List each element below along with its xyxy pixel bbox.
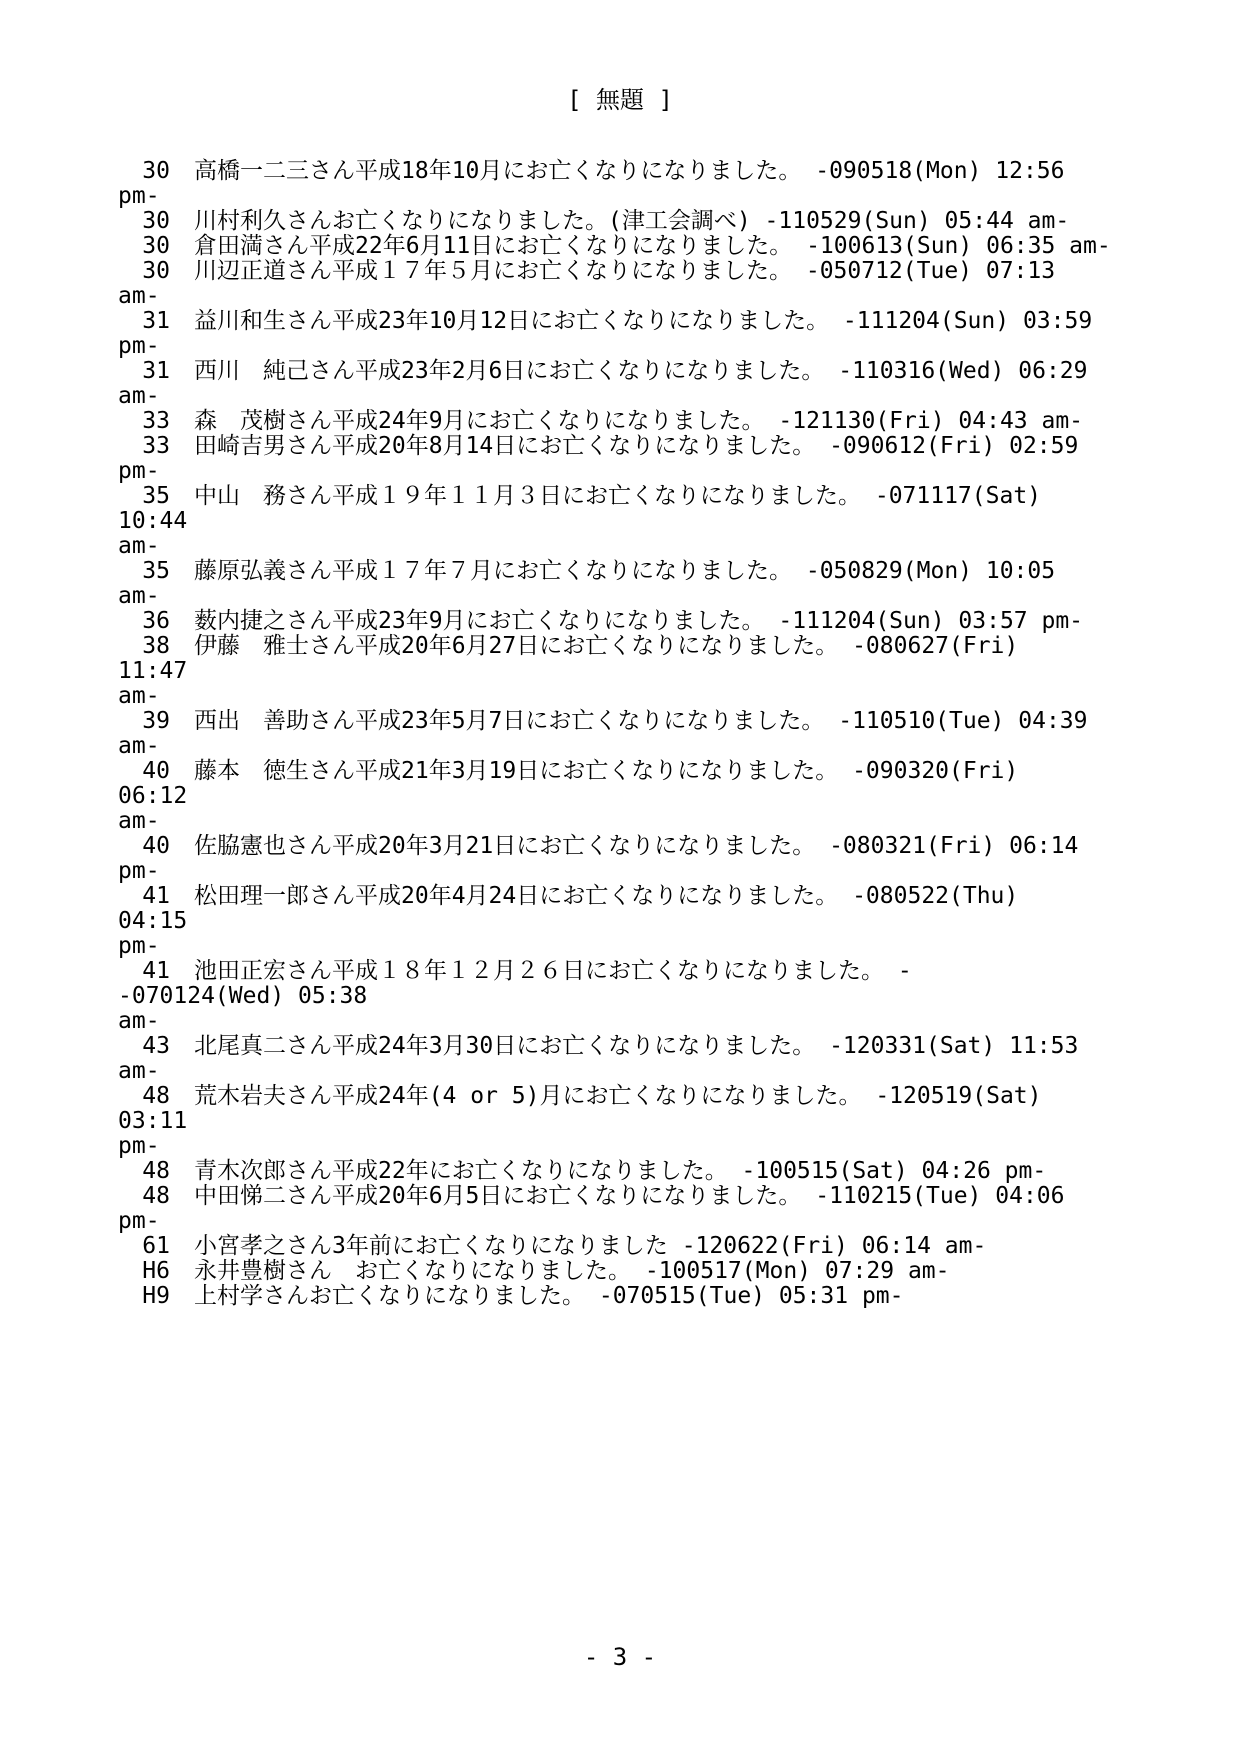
entry-number: 41 (142, 883, 170, 909)
entry-continuation: 06:12 am- (118, 783, 188, 834)
entry-text: 上村学さんお亡くなりになりました。 -070515(Tue) 05:31 pm- (194, 1283, 904, 1309)
entry-number: 35 (142, 558, 170, 584)
entry-continuation: am- (118, 383, 160, 409)
entry-number: 31 (142, 358, 170, 384)
entry-continuation: 04:15 pm- (118, 908, 188, 959)
entry-number: 30 (142, 258, 170, 284)
entry-text: 高橋一二三さん平成18年10月にお亡くなりになりました。 -090518(Mon) 12:56 (194, 158, 1065, 184)
entry-number: 40 (142, 833, 170, 859)
list-item (118, 634, 1118, 709)
entry-continuation: 10:44 am- (118, 508, 188, 559)
entry-continuation: -070124(Wed) 05:38 am- (118, 983, 368, 1034)
entry-text: 伊藤 雅士さん平成20年6月27日にお亡くなりになりました。 -080627(Fri) (194, 633, 1019, 659)
entry-text: 池田正宏さん平成１８年１２月２６日にお亡くなりになりました。 - (194, 958, 912, 984)
entry-number: 33 (142, 408, 170, 434)
list-item (118, 1084, 1118, 1159)
entry-continuation: pm- (118, 1208, 160, 1234)
entry-number: 36 (142, 608, 170, 634)
page-title: [ 無題 ] (567, 86, 673, 114)
list-item (118, 234, 1118, 259)
entry-text: 森 茂樹さん平成24年9月にお亡くなりになりました。 -121130(Fri) 04:43 am- (194, 408, 1084, 434)
entry-text: 荒木岩夫さん平成24年(4 or 5)月にお亡くなりになりました。 -120519(Sat) (194, 1083, 1042, 1109)
entry-text: 北尾真二さん平成24年3月30日にお亡くなりになりました。 -120331(Sat) 11:53 (194, 1033, 1079, 1059)
entry-number: 30 (142, 208, 170, 234)
entry-number: 48 (142, 1158, 170, 1184)
entry-text: 西出 善助さん平成23年5月7日にお亡くなりになりました。 -110510(Tue) 04:39 (194, 708, 1088, 734)
entry-text: 薮内捷之さん平成23年9月にお亡くなりになりました。 -111204(Sun) 03:57 pm- (194, 608, 1084, 634)
entry-text: 川村利久さんお亡くなりになりました。(津工会調べ) -110529(Sun) 05:44 am- (194, 208, 1070, 234)
entry-continuation: pm- (118, 183, 160, 209)
list-item (118, 559, 1118, 609)
list-item (118, 434, 1118, 484)
entry-continuation: 11:47 am- (118, 658, 188, 709)
entry-number: 33 (142, 433, 170, 459)
entry-text: 川辺正道さん平成１７年５月にお亡くなりになりました。 -050712(Tue) 07:13 (194, 258, 1056, 284)
entry-text: 益川和生さん平成23年10月12日にお亡くなりになりました。 -111204(Sun) 03:59 (194, 308, 1093, 334)
list-item (118, 609, 1118, 634)
entry-text: 藤原弘義さん平成１７年７月にお亡くなりになりました。 -050829(Mon) 10:05 (194, 558, 1056, 584)
list-item (118, 259, 1118, 309)
page-number: - 3 - (583, 1643, 657, 1671)
entry-continuation: 03:11 pm- (118, 1108, 188, 1159)
entry-text: 中山 務さん平成１９年１１月３日にお亡くなりになりました。 -071117(Sat) (194, 483, 1042, 509)
entry-continuation: pm- (118, 858, 160, 884)
entry-number: 40 (142, 758, 170, 784)
entry-number: H9 (142, 1283, 170, 1309)
entry-text: 藤本 徳生さん平成21年3月19日にお亡くなりになりました。 -090320(Fri) (194, 758, 1019, 784)
entry-text: 中田悌二さん平成20年6月5日にお亡くなりになりました。 -110215(Tue) 04:06 (194, 1183, 1065, 1209)
list-item (118, 209, 1118, 234)
entry-number: 48 (142, 1183, 170, 1209)
list-item (118, 959, 1118, 1034)
list-item (118, 159, 1118, 209)
entry-number: 38 (142, 633, 170, 659)
entry-text: 倉田満さん平成22年6月11日にお亡くなりになりました。 -100613(Sun) 06:35 am- (194, 233, 1111, 259)
entry-text: 佐脇憲也さん平成20年3月21日にお亡くなりになりました。 -080321(Fri) 06:14 (194, 833, 1079, 859)
list-item (118, 884, 1118, 959)
list-item (118, 1284, 1118, 1309)
list-item (118, 1259, 1118, 1284)
list-item (118, 484, 1118, 559)
list-item (118, 1184, 1118, 1234)
entry-number: 35 (142, 483, 170, 509)
entry-number: 30 (142, 233, 170, 259)
entry-continuation: pm- (118, 333, 160, 359)
entry-number: 30 (142, 158, 170, 184)
list-item (118, 834, 1118, 884)
entry-text: 田崎吉男さん平成20年8月14日にお亡くなりになりました。 -090612(Fri) 02:59 (194, 433, 1079, 459)
list-item (118, 309, 1118, 359)
entry-text: 西川 純己さん平成23年2月6日にお亡くなりになりました。 -110316(Wed) 06:29 (194, 358, 1088, 384)
entry-number: H6 (142, 1258, 170, 1284)
entry-text: 青木次郎さん平成22年にお亡くなりになりました。 -100515(Sat) 04:26 pm- (194, 1158, 1047, 1184)
list-item (118, 409, 1118, 434)
entry-continuation: am- (118, 1058, 160, 1084)
entry-number: 31 (142, 308, 170, 334)
list-item (118, 1159, 1118, 1184)
entry-text: 小宮孝之さん3年前にお亡くなりになりました -120622(Fri) 06:14 am- (194, 1233, 987, 1259)
list-item (118, 1234, 1118, 1259)
list-item (118, 709, 1118, 759)
entry-number: 43 (142, 1033, 170, 1059)
entry-number: 48 (142, 1083, 170, 1109)
entry-continuation: pm- (118, 458, 160, 484)
list-item (118, 1034, 1118, 1084)
entry-continuation: am- (118, 733, 160, 759)
entry-list (118, 159, 1118, 1309)
entry-continuation: am- (118, 283, 160, 309)
entry-number: 41 (142, 958, 170, 984)
list-item (118, 359, 1118, 409)
entry-text: 松田理一郎さん平成20年4月24日にお亡くなりになりました。 -080522(Thu) (194, 883, 1019, 909)
entry-number: 39 (142, 708, 170, 734)
entry-number: 61 (142, 1233, 170, 1259)
entry-text: 永井豊樹さん お亡くなりになりました。 -100517(Mon) 07:29 am- (194, 1258, 950, 1284)
list-item (118, 759, 1118, 834)
entry-continuation: am- (118, 583, 160, 609)
